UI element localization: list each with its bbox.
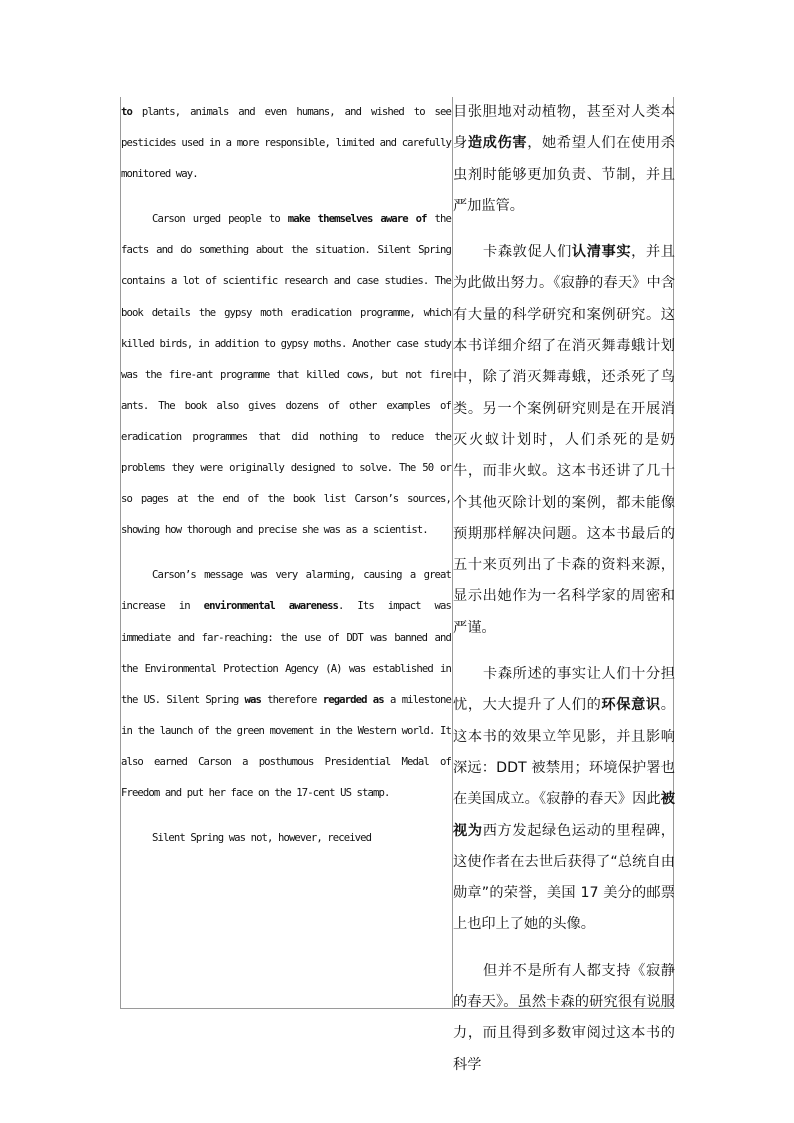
paragraph-gap bbox=[453, 941, 675, 956]
english-column bbox=[121, 97, 452, 1008]
bold-phrase: 被视为 bbox=[453, 791, 675, 839]
paragraph-gap bbox=[121, 190, 452, 204]
text-run: ，并且为此做出努力。《寂静的春天》中含有大量的科学研究和案例研究。这本书详细介绍了在消灭舞毒蛾计划中，除了消灭舞毒蛾，还杀死了鸟类。另一个案例研究则是在开展消灭火蚁计划时，人们杀死的是奶牛，而非火蚁。这本书还讲了几十个其他灭除计划的案例，都未能像预期那样解决问题。这本书最后的五十来页列出了卡森的资料来源，显示出她作为一名科学家的周密和严谨。 bbox=[453, 244, 675, 636]
paragraph-gap bbox=[453, 644, 675, 659]
bold-phrase: environmental awareness bbox=[203, 600, 339, 613]
english-paragraph-1 bbox=[121, 97, 452, 190]
text-run: Carson urged people to bbox=[152, 213, 288, 226]
english-paragraph-2 bbox=[121, 204, 452, 546]
text-run: a milestone in the launch of the green movement in the Western world. It also earned Carson a posthumous Presidential Medal of Freedom and put her face on the 17-cent US stamp. bbox=[121, 693, 451, 799]
english-paragraph-4 bbox=[121, 823, 452, 854]
text-run: 西方发起绿色运动的里程碑，这使作者在去世后获得了“总统自由勋章”的荣誉，美国 17 美分的邮票上也印上了她的头像。 bbox=[453, 822, 675, 933]
bold-phrase: regarded as bbox=[322, 693, 384, 706]
text-run: the facts and do something about the situation. Silent Spring contains a lot of scientific research and case studies. The book details the gypsy moth eradication programme, which killed birds, in addition to gypsy moths. Another case study was the fire-ant programme that killed cows, but not fire ants. The book also gives dozens of other examples of eradication programmes that did nothing to reduce the problems they were originally designed to solve. The 50 or so pages at the end of the book list Carson’s sources, showing how thorough and precise she was as a scientist. bbox=[121, 213, 451, 537]
chinese-paragraph-2 bbox=[453, 237, 675, 644]
document-page bbox=[120, 97, 675, 1073]
paragraph-gap bbox=[121, 546, 452, 560]
text-run: 但并不是所有人都支持《寂静的春天》。虽然卡森的研究很有说服力，而且得到多数审阅过这本书的科学 bbox=[453, 962, 675, 1073]
chinese-paragraph-1 bbox=[453, 97, 675, 222]
paragraph-gap bbox=[121, 809, 452, 823]
bold-phrase: was bbox=[244, 693, 261, 706]
bold-phrase: 认清事实 bbox=[571, 244, 632, 261]
text-run: 卡森敦促人们 bbox=[483, 244, 572, 261]
text-run: 卡森所述的事实让人们十分担忧，大大提升了人们的 bbox=[453, 666, 675, 714]
text-run: Silent Spring was not, however, received bbox=[152, 832, 372, 845]
bold-phrase: to bbox=[121, 106, 132, 118]
chinese-paragraph-3 bbox=[453, 659, 675, 941]
bold-phrase: make themselves aware of bbox=[287, 213, 427, 226]
chinese-paragraph-4 bbox=[453, 956, 675, 1081]
text-run: 。这本书的效果立竿见影，并且影响深远：DDT 被禁用；环境保护署也在美国成立。《寂静的春天》因此 bbox=[453, 697, 675, 808]
chinese-column bbox=[453, 97, 675, 1073]
bold-phrase: 造成伤害 bbox=[467, 135, 528, 152]
text-run: therefore bbox=[260, 693, 323, 706]
text-run: ，她希望人们在使用杀虫剂时能够更加负责、节制，并且严加监管。 bbox=[453, 135, 675, 214]
english-paragraph-3 bbox=[121, 560, 452, 809]
text-run: 目张胆地对动植物，甚至对人类本身 bbox=[453, 104, 675, 152]
text-run: plants, animals and even humans, and wished to see pesticides used in a more responsible, limited and carefully monitored way. bbox=[121, 106, 451, 181]
text-run: . Its impact was immediate and far-reaching: the use of DDT was banned and the Environmental Protection Agency (A) was established in the US. Silent Spring bbox=[121, 600, 451, 706]
text-run: Carson’s message was very alarming, causing a great increase in bbox=[121, 569, 451, 613]
paragraph-gap bbox=[453, 222, 675, 237]
bold-phrase: 环保意识 bbox=[601, 697, 661, 714]
